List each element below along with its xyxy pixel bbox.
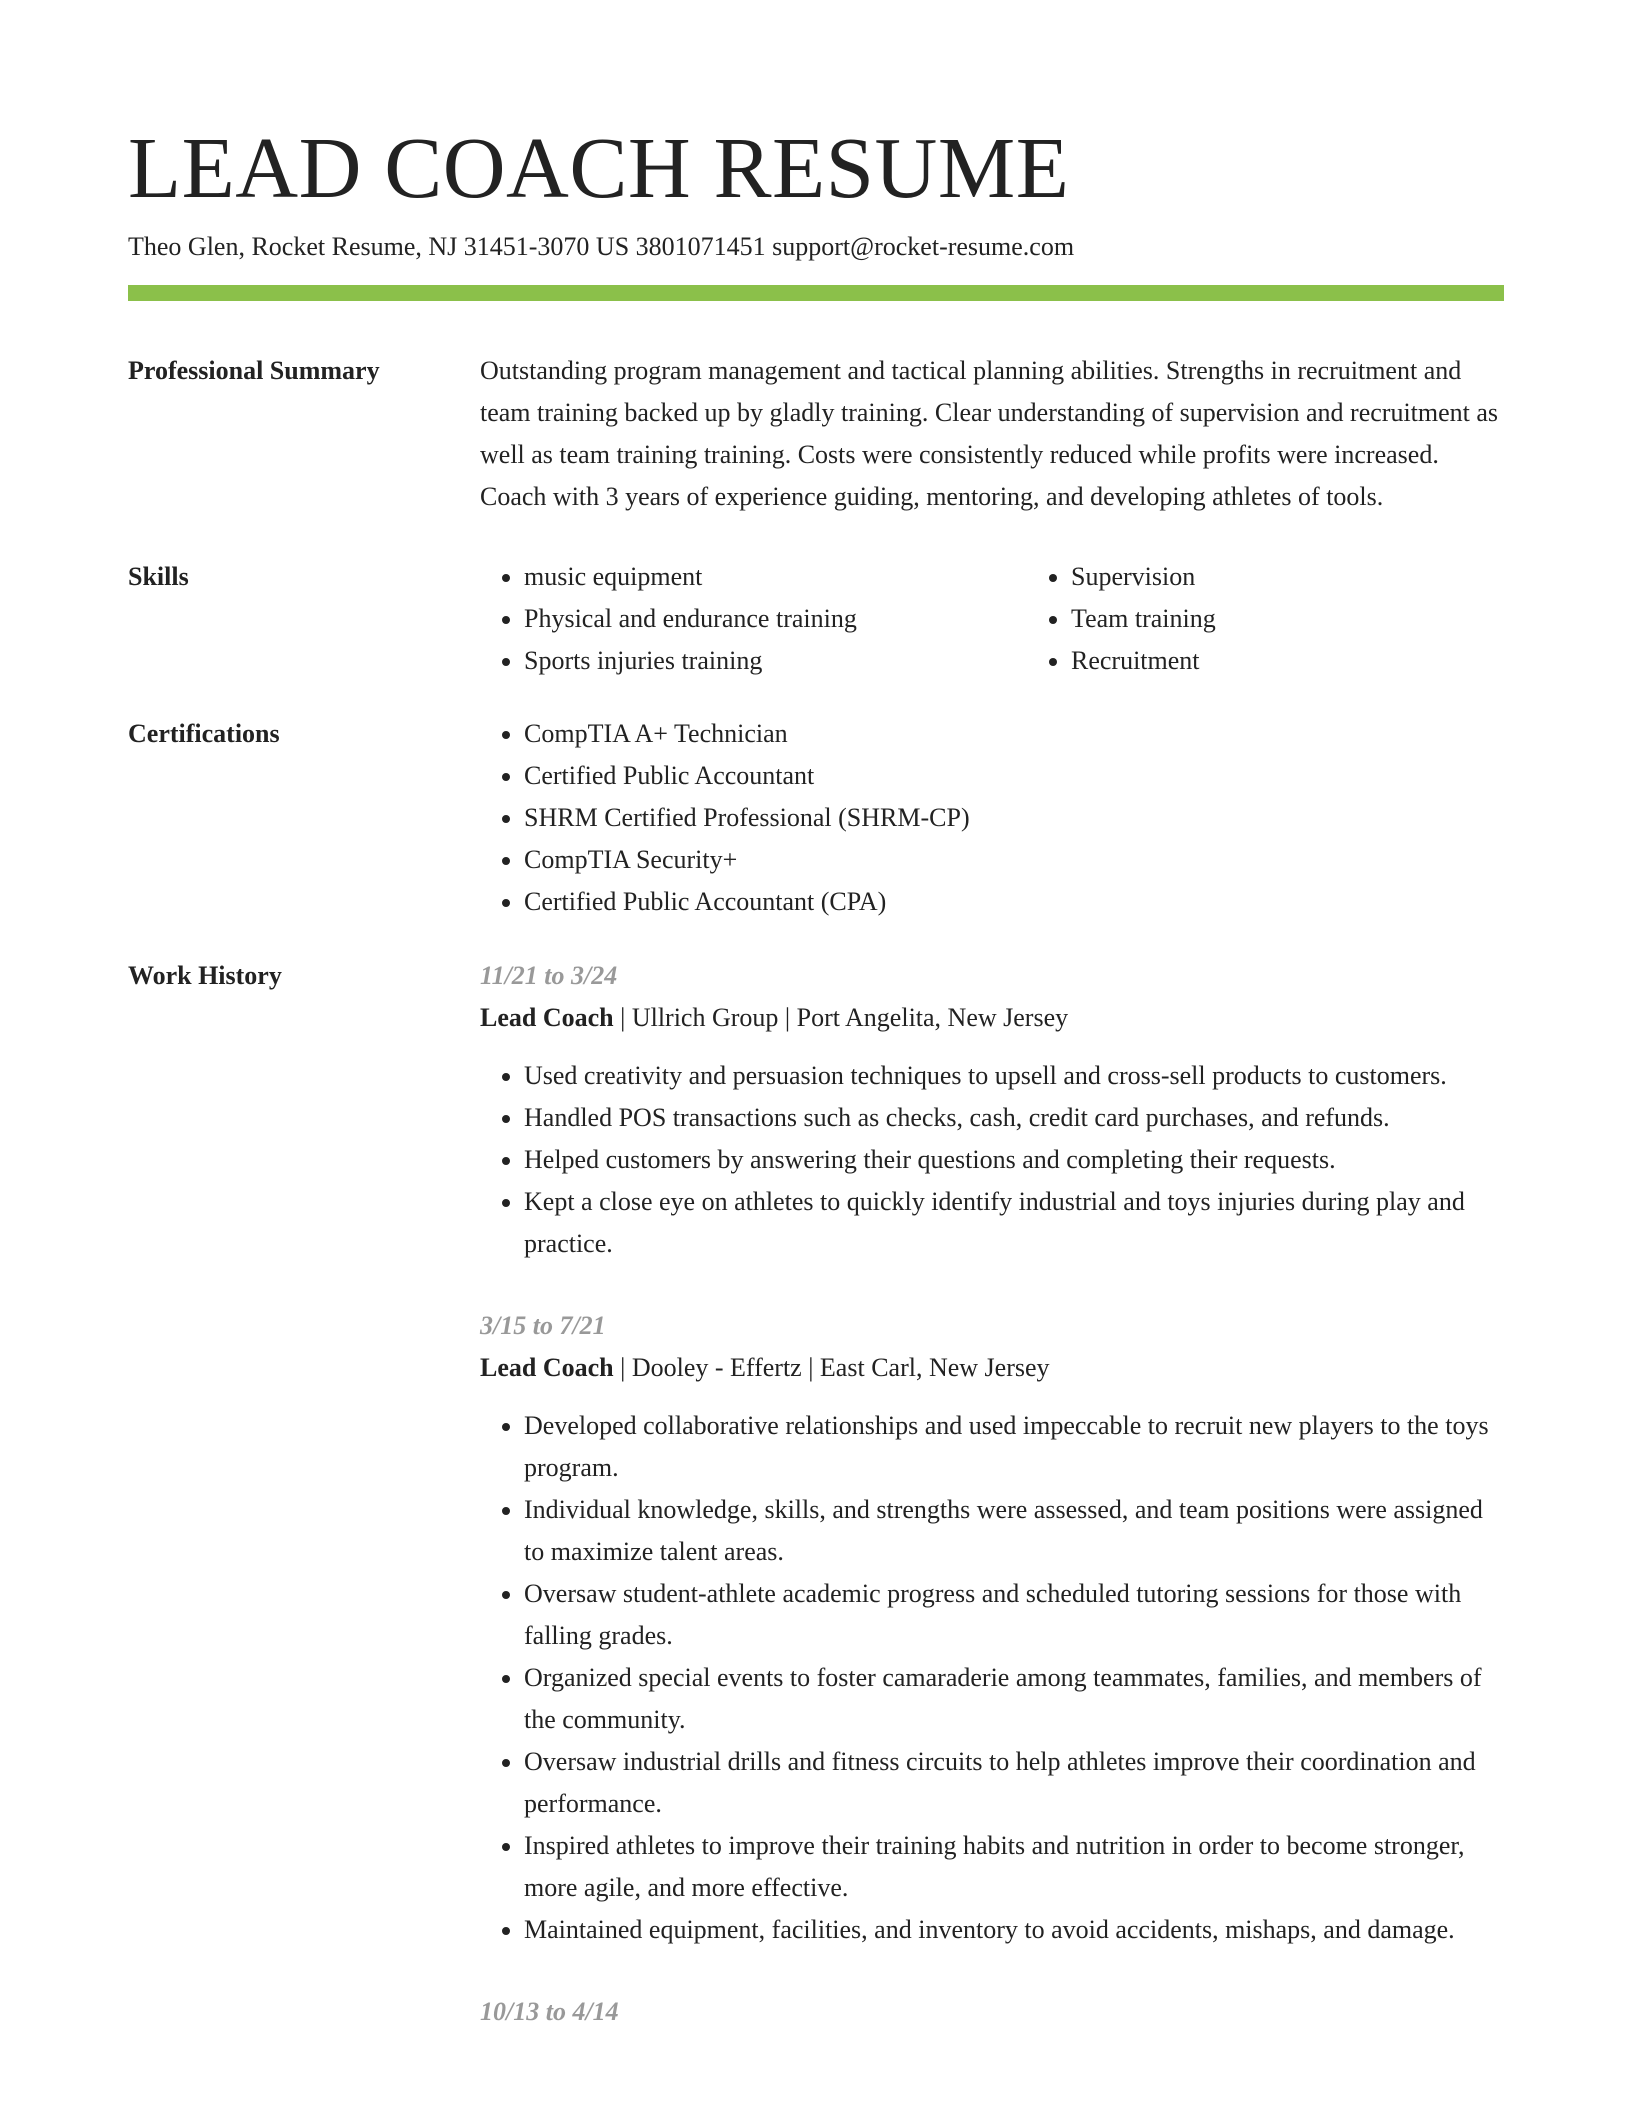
job-bullets bbox=[480, 1055, 1504, 1265]
resume-content bbox=[128, 350, 1504, 2033]
job-dates: 10/13 to 4/14 bbox=[480, 1997, 619, 2026]
job-bullet: • Individual knowledge, skills, and strengths were assessed, and team positions were assigned to maximize talent areas. bbox=[524, 1489, 1504, 1573]
job-entry bbox=[480, 1991, 1504, 2033]
job-bullet: • Maintained equipment, facilities, and inventory to avoid accidents, mishaps, and damage. bbox=[524, 1909, 1504, 1951]
job-bullet: • Kept a close eye on athletes to quickly identify industrial and toys injuries during play and practice. bbox=[524, 1181, 1504, 1265]
job-entry bbox=[480, 955, 1504, 1265]
skill-item: • music equipment bbox=[524, 556, 1027, 598]
summary-section bbox=[128, 350, 1504, 518]
certification-item: • SHRM Certified Professional (SHRM-CP) bbox=[524, 797, 1504, 839]
certifications-list bbox=[480, 713, 1504, 923]
skill-item: • Supervision bbox=[1071, 556, 1541, 598]
job-bullet: • Organized special events to foster camaraderie among teammates, families, and members of the community. bbox=[524, 1657, 1504, 1741]
summary-body bbox=[480, 350, 1504, 518]
resume-header bbox=[128, 118, 1504, 264]
job-employer: | Dooley - Effertz | East Carl, New Jersey bbox=[613, 1353, 1050, 1382]
job-bullets bbox=[480, 1405, 1504, 1951]
job-title: Lead Coach bbox=[480, 1353, 614, 1382]
job-bullet: • Handled POS transactions such as checks, cash, credit card purchases, and refunds. bbox=[524, 1097, 1504, 1139]
skills-heading: Skills bbox=[128, 562, 189, 591]
resume-title: LEAD COACH RESUME bbox=[128, 119, 1070, 216]
job-heading bbox=[480, 997, 1504, 1039]
certification-item: • CompTIA A+ Technician bbox=[524, 713, 1504, 755]
certifications-body bbox=[480, 713, 1504, 923]
skills-section bbox=[128, 556, 1504, 682]
work-history-heading: Work History bbox=[128, 961, 282, 990]
contact-line: Theo Glen, Rocket Resume, NJ 31451-3070 US 3801071451 support@rocket-resume.com bbox=[128, 232, 1075, 261]
job-bullet: • Developed collaborative relationships and used impeccable to recruit new players to the toys program. bbox=[524, 1405, 1504, 1489]
skills-column-2 bbox=[1027, 556, 1541, 682]
certification-item: • Certified Public Accountant (CPA) bbox=[524, 881, 1504, 923]
skill-item: • Recruitment bbox=[1071, 640, 1541, 682]
job-bullet: • Oversaw student-athlete academic progress and scheduled tutoring sessions for those with falling grades. bbox=[524, 1573, 1504, 1657]
certification-item: • Certified Public Accountant bbox=[524, 755, 1504, 797]
job-title: Lead Coach bbox=[480, 1003, 614, 1032]
job-bullet: • Helped customers by answering their questions and completing their requests. bbox=[524, 1139, 1504, 1181]
summary-heading: Professional Summary bbox=[128, 356, 380, 385]
job-entry bbox=[480, 1305, 1504, 1951]
skill-item: • Sports injuries training bbox=[524, 640, 1027, 682]
work-history-section bbox=[128, 955, 1504, 2033]
job-dates: 11/21 to 3/24 bbox=[480, 961, 618, 990]
certifications-section bbox=[128, 713, 1504, 923]
certifications-heading: Certifications bbox=[128, 719, 280, 748]
work-history-body bbox=[480, 955, 1504, 2033]
summary-text: Outstanding program management and tactical planning abilities. Strengths in recruitment and team training backed up by gladly training. Clear understanding of supervision and recruitment as well as team training training. Costs were consistently reduced while profits were increased. Coach with 3 years of experience guiding, mentoring, and developing athletes of tools. bbox=[480, 356, 1499, 511]
job-heading bbox=[480, 1347, 1504, 1389]
job-bullet: • Inspired athletes to improve their training habits and nutrition in order to become stronger, more agile, and more effective. bbox=[524, 1825, 1504, 1909]
skill-item: • Physical and endurance training bbox=[524, 598, 1027, 640]
skills-body bbox=[480, 556, 1541, 682]
certification-item: • CompTIA Security+ bbox=[524, 839, 1504, 881]
header-divider bbox=[128, 285, 1504, 301]
job-dates: 3/15 to 7/21 bbox=[480, 1311, 606, 1340]
job-bullet: • Oversaw industrial drills and fitness circuits to help athletes improve their coordination and performance. bbox=[524, 1741, 1504, 1825]
job-bullet: • Used creativity and persuasion techniques to upsell and cross-sell products to customers. bbox=[524, 1055, 1504, 1097]
skill-item: • Team training bbox=[1071, 598, 1541, 640]
skills-column-1 bbox=[480, 556, 1027, 682]
job-employer: | Ullrich Group | Port Angelita, New Jersey bbox=[613, 1003, 1069, 1032]
